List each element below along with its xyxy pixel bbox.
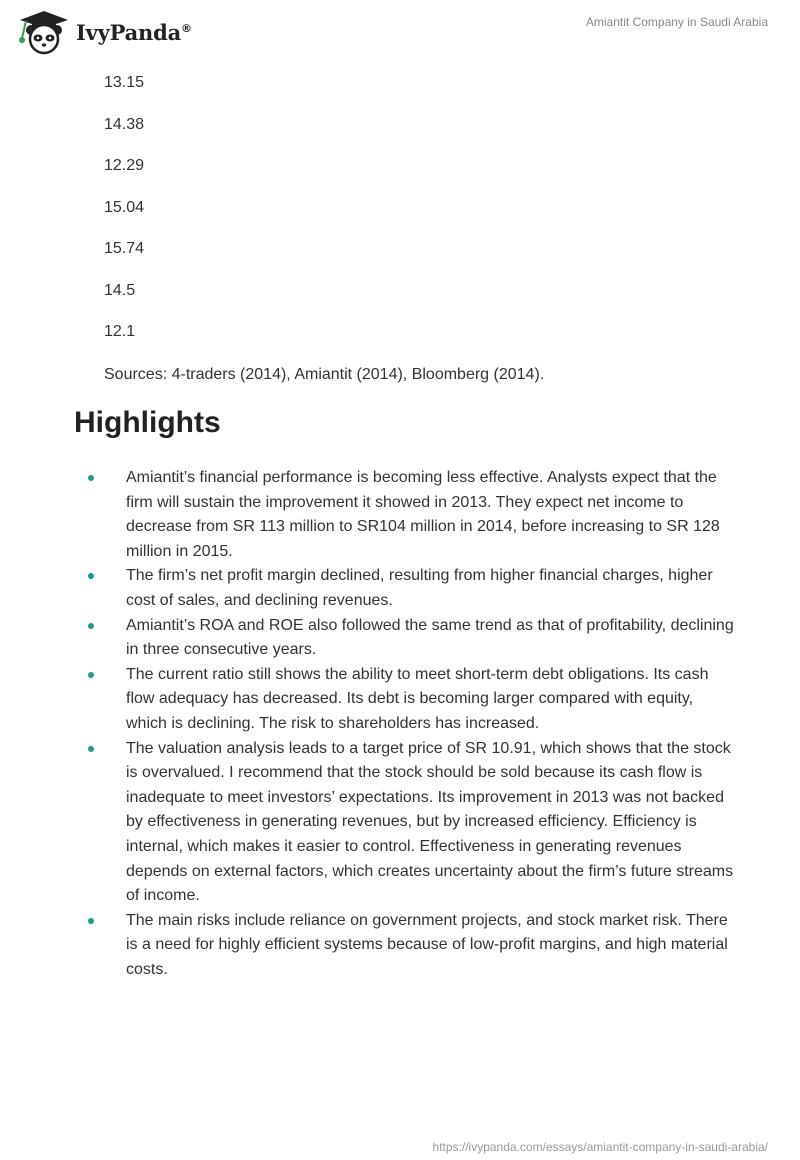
- footer-url-link[interactable]: https://ivypanda.com/essays/amiantit-company-in-saudi-arabia/: [432, 1140, 768, 1154]
- highlight-item: [86, 564, 736, 613]
- highlight-text: Amiantit’s ROA and ROE also followed the same trend as that of profitability, declining in three consecutive years.: [126, 616, 734, 659]
- highlight-text: Amiantit’s financial performance is becoming less effective. Analysts expect that the firm will sustain the improvement it showed in 2013. They expect net income to decrease from SR 113 million to SR104 million in 2014, before increasing to SR 128 million in 2015.: [126, 469, 720, 560]
- page-header: [0, 0, 800, 60]
- section-title: Highlights: [74, 406, 221, 439]
- bullet-icon: [88, 573, 94, 579]
- highlight-text: The firm’s net profit margin declined, resulting from higher financial charges, higher cost of sales, and declining revenues.: [126, 567, 713, 609]
- highlight-text: The valuation analysis leads to a target price of SR 10.91, which shows that the stock is overvalued. I recommend that the stock should be sold because its cash flow is inadequate to meet investors’ expectations. Its improvement in 2013 was not backed by effectiveness in generating revenues, but by increased efficiency. Efficiency is internal, which makes it easier to control. Effectiveness in generating revenues depends on external factors, which creates uncertainty about the firm’s future streams of income.: [126, 739, 734, 905]
- bullet-icon: [88, 918, 94, 924]
- bullet-icon: [88, 672, 94, 678]
- highlight-text: The main risks include reliance on government projects, and stock market risk. There is a need for highly efficient systems because of low-profit margins, and high material costs.: [126, 911, 728, 978]
- bullet-icon: [88, 746, 94, 752]
- highlight-item: [86, 737, 736, 909]
- sources-note: Sources: 4-traders (2014), Amiantit (2014), Bloomberg (2014).: [104, 366, 545, 383]
- values-list: [104, 74, 144, 365]
- highlights-list: [86, 466, 736, 982]
- highlight-text: The current ratio still shows the ability to meet short-term debt obligations. Its cash flow adequacy has decreased. Its debt is becoming larger compared with equity, which is declining. The risk to shareholders has increased.: [126, 665, 709, 732]
- panda-graduate-icon: [14, 8, 70, 56]
- bullet-icon: [88, 623, 94, 629]
- document-title: Amiantit Company in Saudi Arabia: [585, 15, 768, 29]
- highlight-item: [86, 466, 736, 564]
- value-item: 15.04: [104, 198, 145, 216]
- brand-name: IvyPanda®: [76, 19, 192, 45]
- value-item: 15.74: [104, 240, 145, 257]
- value-item: 14.38: [104, 115, 145, 133]
- highlight-item: [86, 663, 736, 737]
- value-item: 12.29: [104, 157, 145, 174]
- highlight-item: [86, 614, 736, 663]
- highlight-item: [86, 909, 736, 983]
- ivypanda-logo[interactable]: [14, 8, 192, 56]
- value-item: 13.15: [104, 74, 145, 91]
- bullet-icon: [88, 475, 94, 481]
- value-item: 12.1: [104, 323, 136, 340]
- value-item: 14.5: [104, 281, 136, 299]
